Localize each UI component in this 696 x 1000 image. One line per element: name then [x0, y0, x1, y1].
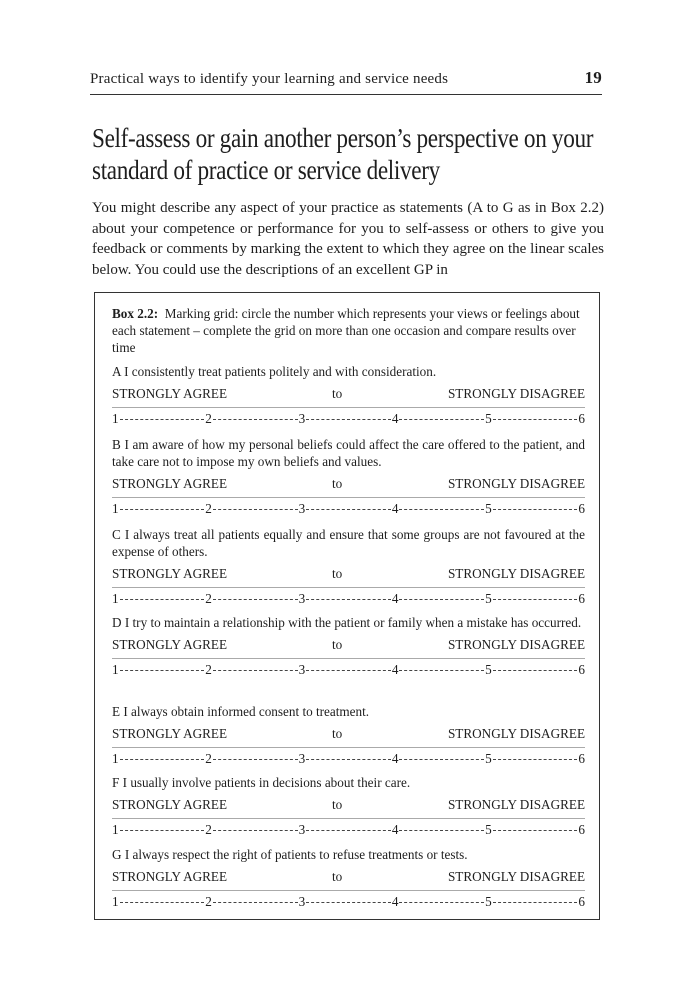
- page-number: 19: [584, 68, 602, 87]
- scale-left-label: STRONGLY AGREE: [112, 476, 228, 491]
- scale-right-label: STRONGLY DISAGREE: [447, 476, 585, 491]
- scale-right-label: STRONGLY DISAGREE: [447, 797, 585, 812]
- rating-scale: [112, 590, 585, 607]
- statement-body: I am aware of how my personal beliefs could affect the care offered to the patient, and take care not to impose my own beliefs and values.: [112, 437, 586, 469]
- rating-scale: [112, 661, 585, 678]
- statement-item: [112, 363, 585, 427]
- scale-dash: [306, 902, 391, 903]
- scale-divider: [112, 658, 585, 659]
- statement-text: [112, 526, 585, 560]
- rating-scale: [112, 410, 585, 427]
- statement-text: [112, 774, 585, 791]
- scale-right-label: STRONGLY DISAGREE: [447, 726, 585, 741]
- statement-body: I always respect the right of patients to refuse treatments or tests.: [124, 847, 468, 862]
- scale-labels: [112, 725, 585, 742]
- scale-number-4[interactable]: 4: [391, 411, 399, 426]
- scale-dash: [399, 419, 484, 420]
- scale-dash: [213, 670, 298, 671]
- scale-number-1[interactable]: 1: [112, 751, 119, 766]
- scale-number-1[interactable]: 1: [112, 894, 119, 909]
- scale-number-6[interactable]: 6: [578, 894, 585, 909]
- scale-dash: [399, 830, 484, 831]
- scale-number-2[interactable]: 2: [205, 411, 212, 426]
- scale-number-3[interactable]: 3: [298, 751, 306, 766]
- statement-text: [112, 846, 585, 863]
- scale-number-3[interactable]: 3: [298, 411, 306, 426]
- scale-dash: [493, 419, 578, 420]
- scale-right-label: STRONGLY DISAGREE: [447, 637, 585, 652]
- scale-number-4[interactable]: 4: [391, 591, 399, 606]
- box-label: Box 2.2:: [112, 306, 159, 321]
- scale-dash: [213, 509, 298, 510]
- scale-left-label: STRONGLY AGREE: [112, 869, 228, 884]
- box-caption-text: Marking grid: circle the number which represents your views or feelings about each statement – complete the grid on more than one occasion and compare results over time: [112, 306, 580, 355]
- scale-dash: [493, 670, 578, 671]
- scale-left-label: STRONGLY AGREE: [112, 566, 228, 581]
- scale-divider: [112, 407, 585, 408]
- scale-dash: [306, 509, 391, 510]
- scale-mid-label: to: [332, 726, 343, 741]
- statement-letter: G: [112, 847, 122, 862]
- scale-number-2[interactable]: 2: [205, 501, 212, 516]
- statement-item: [112, 614, 585, 678]
- scale-number-6[interactable]: 6: [578, 591, 585, 606]
- scale-number-6[interactable]: 6: [578, 501, 585, 516]
- scale-dash: [306, 830, 391, 831]
- scale-labels: [112, 475, 585, 492]
- scale-dash: [493, 509, 578, 510]
- scale-right-label: STRONGLY DISAGREE: [447, 869, 585, 884]
- statement-text: [112, 363, 585, 380]
- scale-divider: [112, 818, 585, 819]
- scale-number-2[interactable]: 2: [205, 894, 212, 909]
- scale-number-2[interactable]: 2: [205, 662, 212, 677]
- scale-number-4[interactable]: 4: [391, 822, 399, 837]
- scale-dash: [120, 759, 205, 760]
- statement-body: I always obtain informed consent to treatment.: [123, 704, 370, 719]
- scale-dash: [213, 902, 298, 903]
- scale-number-1[interactable]: 1: [112, 411, 119, 426]
- statement-body: I usually involve patients in decisions about their care.: [122, 775, 411, 790]
- box-2-2: [94, 292, 600, 920]
- scale-dash: [120, 670, 205, 671]
- scale-labels: [112, 385, 585, 402]
- rating-scale: [112, 500, 585, 517]
- rating-scale: [112, 893, 585, 910]
- statement-letter: B: [112, 437, 121, 452]
- section-heading: Self-assess or gain another person’s perspective on your standard of practice or service delivery: [92, 123, 594, 185]
- scale-dash: [493, 599, 578, 600]
- statement-text: [112, 436, 585, 470]
- scale-labels: [112, 636, 585, 653]
- statement-text: [112, 614, 585, 631]
- scale-number-6[interactable]: 6: [578, 662, 585, 677]
- scale-number-3[interactable]: 3: [298, 822, 306, 837]
- scale-number-4[interactable]: 4: [391, 894, 399, 909]
- scale-number-5[interactable]: 5: [485, 894, 492, 909]
- scale-dash: [120, 830, 205, 831]
- scale-number-3[interactable]: 3: [298, 662, 306, 677]
- scale-dash: [306, 599, 391, 600]
- running-header: [90, 68, 602, 88]
- scale-number-1[interactable]: 1: [112, 662, 119, 677]
- statement-letter: F: [112, 775, 120, 790]
- scale-right-label: STRONGLY DISAGREE: [447, 386, 585, 401]
- scale-dash: [493, 759, 578, 760]
- scale-number-5[interactable]: 5: [485, 751, 492, 766]
- scale-number-1[interactable]: 1: [112, 591, 119, 606]
- rating-scale: [112, 821, 585, 838]
- scale-mid-label: to: [332, 637, 343, 652]
- scale-divider: [112, 497, 585, 498]
- scale-number-5[interactable]: 5: [485, 822, 492, 837]
- scale-divider: [112, 747, 585, 748]
- scale-number-3[interactable]: 3: [298, 591, 306, 606]
- scale-number-1[interactable]: 1: [112, 501, 119, 516]
- scale-dash: [120, 509, 205, 510]
- scale-dash: [306, 759, 391, 760]
- statement-letter: E: [112, 704, 121, 719]
- scale-dash: [399, 902, 484, 903]
- running-title: Practical ways to identify your learning and service needs: [90, 71, 449, 87]
- scale-number-1[interactable]: 1: [112, 822, 119, 837]
- scale-dash: [399, 670, 484, 671]
- statement-letter: A: [112, 364, 121, 379]
- statement-item: [112, 703, 585, 767]
- scale-dash: [399, 759, 484, 760]
- header-rule: [90, 94, 602, 95]
- scale-number-6[interactable]: 6: [578, 822, 585, 837]
- scale-left-label: STRONGLY AGREE: [112, 386, 228, 401]
- statement-letter: D: [112, 615, 122, 630]
- scale-divider: [112, 890, 585, 891]
- scale-labels: [112, 565, 585, 582]
- scale-dash: [493, 830, 578, 831]
- scale-number-3[interactable]: 3: [298, 894, 306, 909]
- rating-scale: [112, 750, 585, 767]
- scale-mid-label: to: [332, 797, 343, 812]
- scale-number-4[interactable]: 4: [391, 501, 399, 516]
- scale-dash: [120, 599, 205, 600]
- scale-divider: [112, 587, 585, 588]
- scale-number-6[interactable]: 6: [578, 751, 585, 766]
- scale-number-4[interactable]: 4: [391, 662, 399, 677]
- scale-number-5[interactable]: 5: [485, 501, 492, 516]
- scale-dash: [213, 830, 298, 831]
- scale-number-4[interactable]: 4: [391, 751, 399, 766]
- scale-dash: [120, 419, 205, 420]
- statement-body: I consistently treat patients politely and with consideration.: [124, 364, 437, 379]
- scale-dash: [213, 419, 298, 420]
- scale-number-5[interactable]: 5: [485, 591, 492, 606]
- statement-body: I always treat all patients equally and ensure that some groups are not favoured at the expense of others.: [112, 527, 585, 559]
- intro-paragraph: You might describe any aspect of your practice as statements (A to G as in Box 2.2) about your competence or performance for you to self-assess or others to give you feedback or comments by marking the extent to which they agree on the linear scales below. You could use the descriptions of an excellent GP in: [92, 200, 604, 278]
- statement-letter: C: [112, 527, 121, 542]
- statement-item: [112, 846, 585, 910]
- statement-item: [112, 526, 585, 607]
- scale-left-label: STRONGLY AGREE: [112, 726, 228, 741]
- statement-item: [112, 774, 585, 838]
- scale-dash: [399, 599, 484, 600]
- scale-number-2[interactable]: 2: [205, 822, 212, 837]
- scale-dash: [306, 670, 391, 671]
- scale-number-2[interactable]: 2: [205, 591, 212, 606]
- scale-left-label: STRONGLY AGREE: [112, 797, 228, 812]
- scale-number-5[interactable]: 5: [485, 662, 492, 677]
- scale-dash: [120, 902, 205, 903]
- scale-labels: [112, 796, 585, 813]
- statement-text: [112, 703, 585, 720]
- scale-dash: [213, 599, 298, 600]
- scale-labels: [112, 868, 585, 885]
- scale-left-label: STRONGLY AGREE: [112, 637, 228, 652]
- scale-mid-label: to: [332, 869, 343, 884]
- scale-mid-label: to: [332, 386, 343, 401]
- scale-dash: [493, 902, 578, 903]
- statement-body: I try to maintain a relationship with the patient or family when a mistake has occurred.: [124, 615, 582, 630]
- scale-number-5[interactable]: 5: [485, 411, 492, 426]
- scale-right-label: STRONGLY DISAGREE: [447, 566, 585, 581]
- scale-number-2[interactable]: 2: [205, 751, 212, 766]
- scale-mid-label: to: [332, 566, 343, 581]
- scale-number-6[interactable]: 6: [578, 411, 585, 426]
- scale-dash: [306, 419, 391, 420]
- scale-dash: [399, 509, 484, 510]
- scale-mid-label: to: [332, 476, 343, 491]
- scale-number-3[interactable]: 3: [298, 501, 306, 516]
- box-caption: [112, 305, 582, 356]
- scale-dash: [213, 759, 298, 760]
- statement-item: [112, 436, 585, 517]
